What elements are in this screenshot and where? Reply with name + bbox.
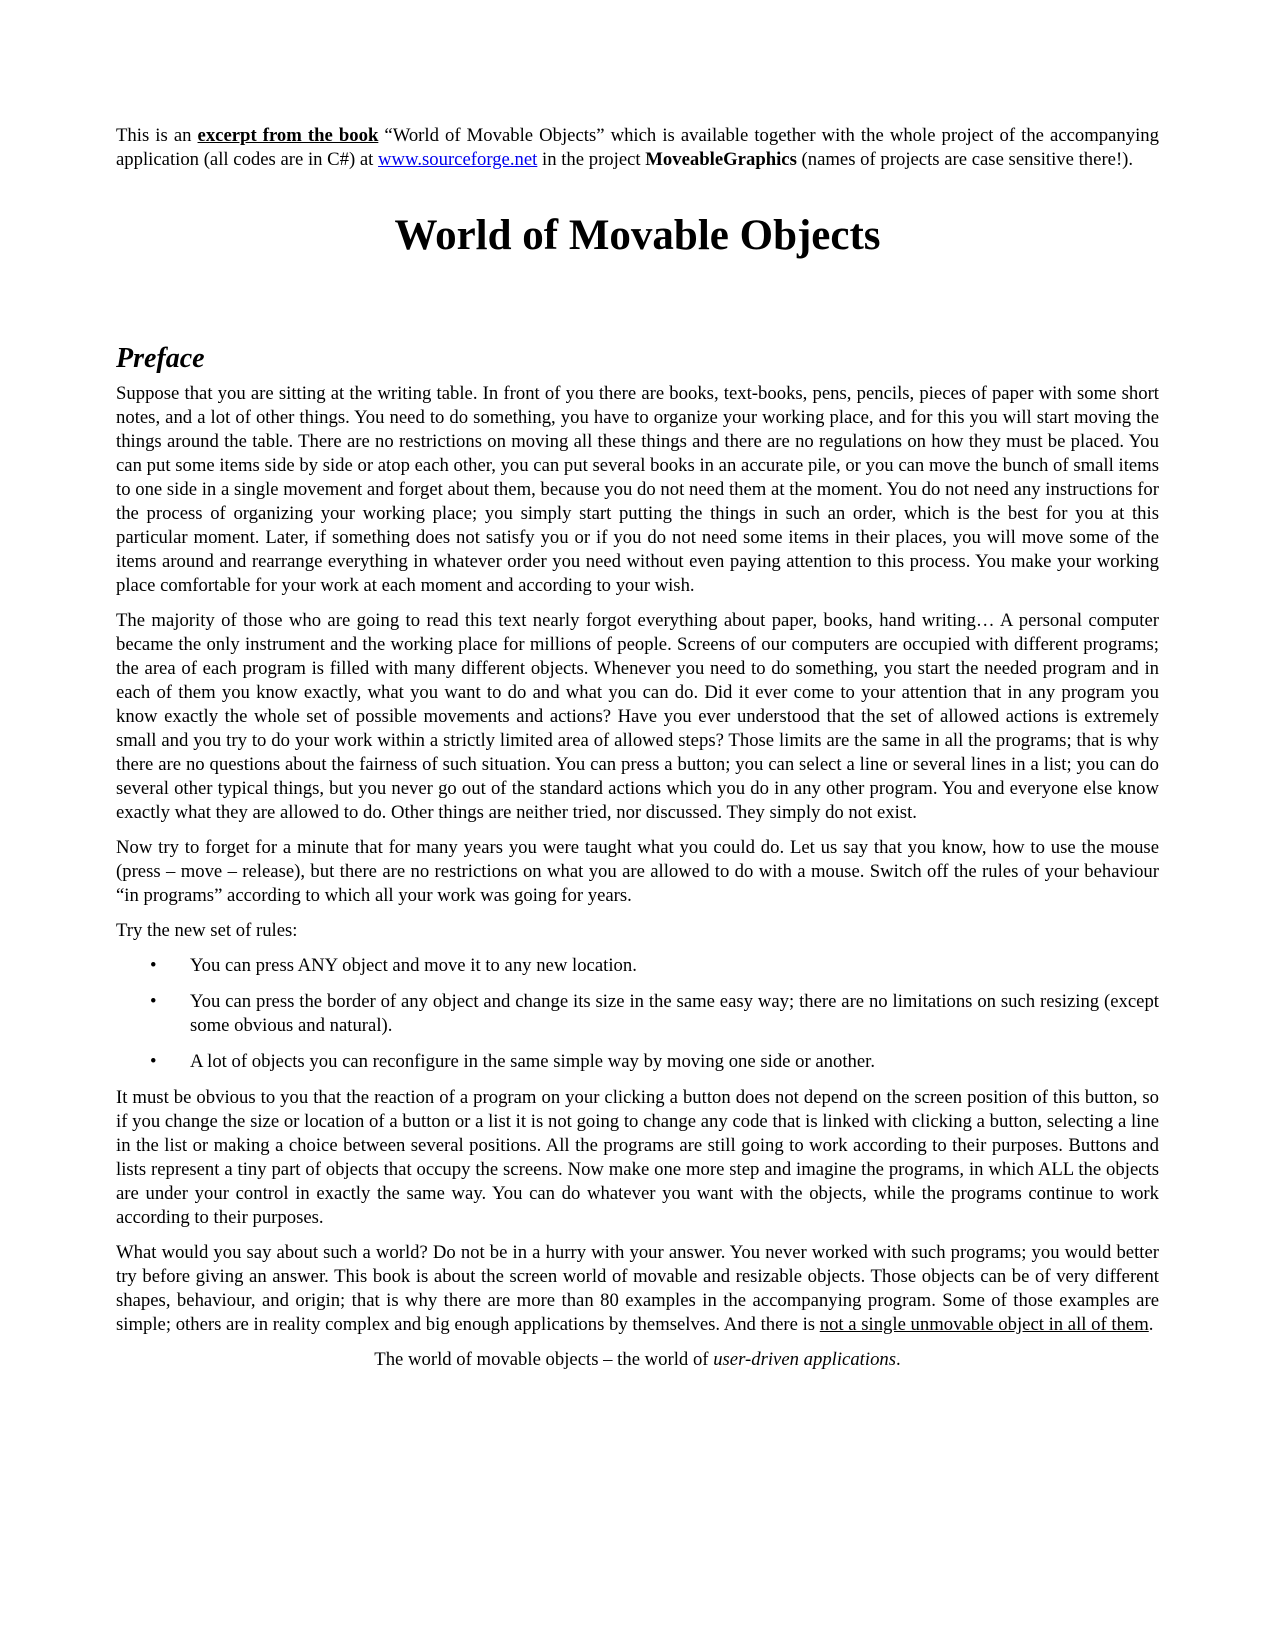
list-item	[116, 954, 1159, 978]
paragraph-personal-computer: The majority of those who are going to read this text nearly forgot everything about paper, books, hand writing… A personal computer became the only instrument and the working place for millions of people. Screens of our computers are occupied with different programs; the area of each program is filled with many different objects. Whenever you need to do something, you start the needed program and in each of them you know exactly, what you want to do and what you can do. Did it ever come to your attention that in any program you know exactly the whole set of possible movements and actions? Have you ever understood that the set of allowed actions is extremely small and you try to do your work within a strictly limited area of allowed steps? Those limits are the same in all the programs; that is why there are no questions about the fairness of such situation. You can press a button; you can select a line or several lines in a list; you can do several other typical things, but you never go out of the standard actions which you do in any other program. You and everyone else know exactly what they are allowed to do. Other things are neither tried, nor discussed. They simply do not exist.	[116, 610, 1159, 823]
excerpt-label: excerpt from the book	[197, 125, 379, 146]
intro-text-1: This is an	[116, 125, 198, 146]
paragraph-such-a-world	[116, 1241, 1159, 1337]
sourceforge-link[interactable]: www.sourceforge.net	[378, 149, 538, 170]
last-para-underlined: not a single unmovable object in all of them	[819, 1314, 1149, 1335]
paragraph-forget-rules: Now try to forget for a minute that for many years you were taught what you could do. Let us say that you know, how to use the mouse (press – move – release), but there are no restrictions on what you are allowed to do with a mouse. Switch off the rules of your behaviour “in programs” according to which all your work was going for years.	[116, 837, 1159, 906]
last-para-text-1: What would you say about such a world? Do not be in a hurry with your answer. You never worked with such programs; you would better try before giving an answer. This book is about the screen world of movable and resizable objects. Those objects can be of very different shapes, behaviour, and origin; that is why there are more than 80 examples in the accompanying program. Some of those examples are simple; others are in reality complex and big enough applications by themselves. And there is	[116, 1242, 1159, 1335]
rule-text: You can press the border of any object and change its size in the same easy way; there are no limitations on such resizing (except some obvious and natural).	[190, 991, 1159, 1036]
bullet-icon: •	[150, 991, 157, 1012]
intro-text-2: “World of Movable Objects” which is available together with the whole project of the accompanying application (all codes are in C#) at	[116, 125, 1159, 170]
intro-paragraph	[116, 124, 1159, 172]
paragraph-new-rules-intro: Try the new set of rules:	[116, 920, 298, 941]
rules-list	[116, 954, 1159, 1074]
document-page	[116, 124, 1159, 1372]
intro-text-3: in the project	[537, 149, 646, 170]
closing-italic: user-driven applications	[713, 1349, 897, 1370]
list-item	[116, 990, 1159, 1038]
list-item	[116, 1050, 1159, 1074]
rule-text: A lot of objects you can reconfigure in the same simple way by moving one side or another.	[190, 1051, 876, 1072]
closing-line	[116, 1348, 1159, 1372]
closing-text-2: .	[896, 1349, 901, 1370]
bullet-icon: •	[150, 955, 157, 976]
paragraph-writing-table: Suppose that you are sitting at the writing table. In front of you there are books, text-books, pens, pencils, pieces of paper with some short notes, and a lot of other things. You need to do something, you have to organize your working place, and for this you will start moving the things around the table. There are no restrictions on moving all these things and there are no regulations on how they must be placed. You can put some items side by side or atop each other, you can put several books in an accurate pile, or you can move the bunch of small items to one side in a single movement and forget about them, because you do not need them at the moment. You do not need any instructions for the process of organizing your working place; you simply start putting the things in such an order, which is the best for you at this particular moment. Later, if something does not satisfy you or if you do not need some items in their places, you will move some of the items around and rearrange everything in whatever order you need without even paying attention to this process. You make your working place comfortable for your work at each moment and according to your wish.	[116, 383, 1159, 596]
paragraph-button-reaction: It must be obvious to you that the reaction of a program on your clicking a button does not depend on the screen position of this button, so if you change the size or location of a button or a list it is not going to change any code that is linked with clicking a button, selecting a line in the list or making a choice between several positions. All the programs are still going to work according to their purposes. Buttons and lists represent a tiny part of objects that occupy the screens. Now make one more step and imagine the programs, in which ALL the objects are under your control in exactly the same way. You can do whatever you want with the objects, while the programs continue to work according to their purposes.	[116, 1087, 1159, 1228]
project-name: MoveableGraphics	[645, 149, 797, 170]
document-title: World of Movable Objects	[394, 212, 881, 259]
last-para-text-2: .	[1148, 1314, 1154, 1335]
intro-text-4: (names of projects are case sensitive there!).	[796, 149, 1134, 170]
closing-text-1: The world of movable objects – the world of	[374, 1349, 714, 1370]
section-heading-preface: Preface	[116, 343, 205, 374]
rule-text: You can press ANY object and move it to any new location.	[190, 955, 637, 976]
bullet-icon: •	[150, 1051, 157, 1072]
